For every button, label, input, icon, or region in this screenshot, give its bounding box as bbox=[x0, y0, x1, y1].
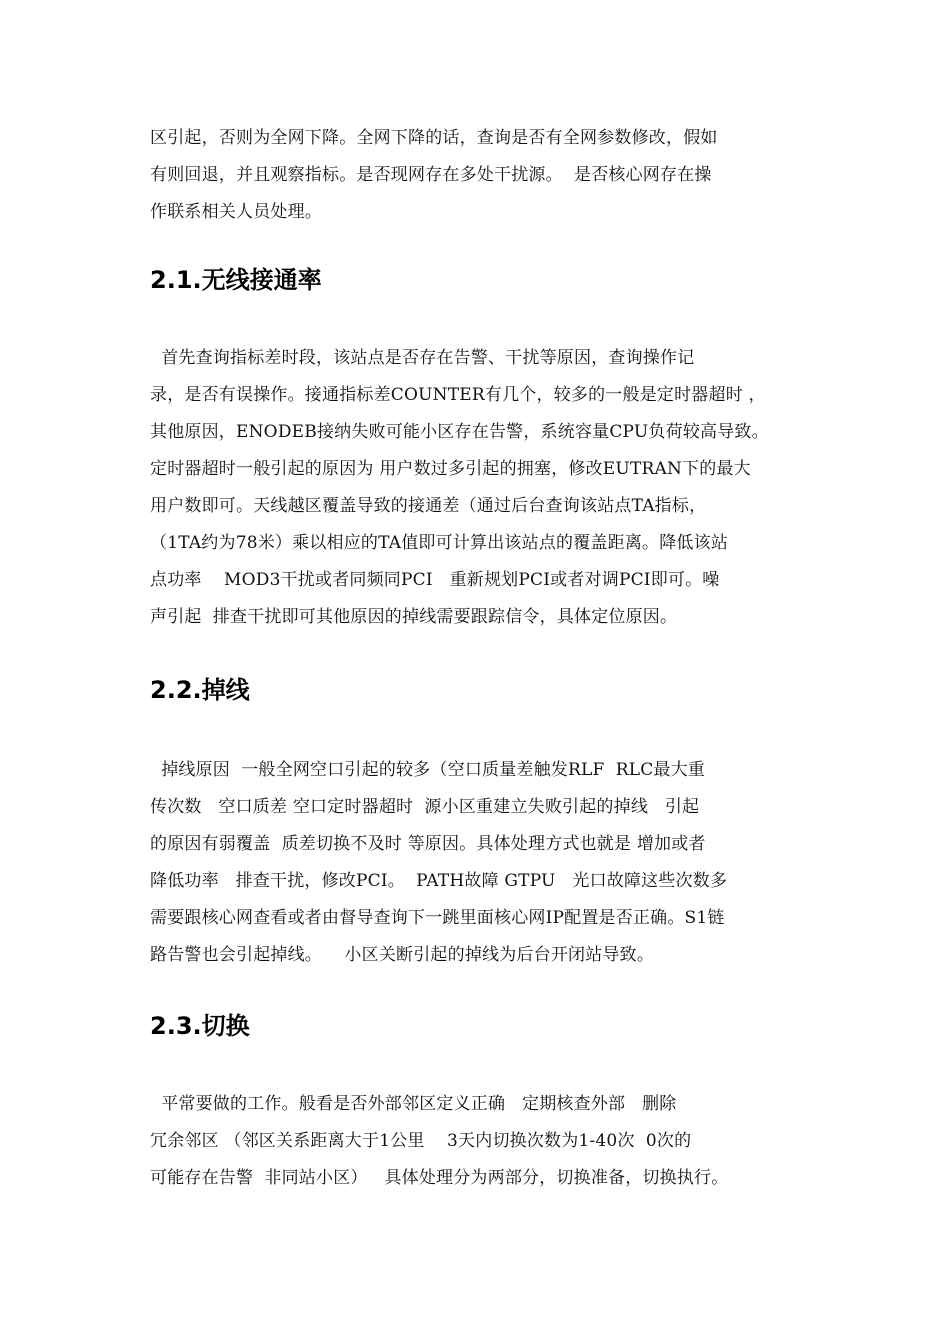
text-line: 声引起 排查干扰即可其他原因的掉线需要跟踪信令，具体定位原因。 bbox=[150, 607, 678, 627]
section-heading-handover: 2.3.切换 bbox=[150, 1012, 250, 1040]
intro-paragraph bbox=[150, 120, 810, 231]
text-line: 传次数 空口质差 空口定时器超时 源小区重建立失败引起的掉线 引起 bbox=[150, 797, 700, 817]
section-heading-call-drop: 2.2.掉线 bbox=[150, 676, 250, 704]
text-line: 的原因有弱覆盖 质差切换不及时 等原因。具体处理方式也就是 增加或者 bbox=[150, 834, 706, 854]
text-line: 掉线原因 一般全网空口引起的较多（空口质量差触发RLF RLC最大重 bbox=[150, 760, 706, 780]
text-line: 冗余邻区 （邻区关系距离大于1公里 3天内切换次数为1-40次 0次的 bbox=[150, 1131, 692, 1151]
text-line: 作联系相关人员处理。 bbox=[150, 202, 322, 222]
text-line: 路告警也会引起掉线。 小区关断引起的掉线为后台开闭站导致。 bbox=[150, 945, 655, 965]
text-line: 降低功率 排查干扰，修改PCI。 PATH故障 GTPU 光口故障这些次数多 bbox=[150, 871, 728, 891]
section-paragraph-access-rate bbox=[150, 340, 810, 636]
section-paragraph-handover bbox=[150, 1086, 810, 1197]
section-paragraph-call-drop bbox=[150, 752, 810, 974]
text-line: 用户数即可。天线越区覆盖导致的接通差（通过后台查询该站点TA指标， bbox=[150, 496, 707, 516]
text-line: 平常要做的工作。般看是否外部邻区定义正确 定期核查外部 删除 bbox=[150, 1094, 677, 1114]
text-line: 区引起，否则为全网下降。全网下降的话，查询是否有全网参数修改，假如 bbox=[150, 128, 718, 148]
text-line: 首先查询指标差时段，该站点是否存在告警、干扰等原因，查询操作记 bbox=[150, 348, 695, 368]
text-line: 有则回退，并且观察指标。是否现网存在多处干扰源。 是否核心网存在操 bbox=[150, 165, 712, 185]
text-line: 点功率 MOD3干扰或者同频同PCI 重新规划PCI或者对调PCI即可。噪 bbox=[150, 570, 720, 590]
section-heading-access-rate: 2.1.无线接通率 bbox=[150, 266, 322, 294]
text-line: 录，是否有误操作。接通指标差COUNTER有几个，较多的一般是定时器超时 ， bbox=[150, 385, 766, 405]
text-line: 需要跟核心网查看或者由督导查询下一跳里面核心网IP配置是否正确。S1链 bbox=[150, 908, 725, 928]
text-line: （1TA约为78米）乘以相应的TA值即可计算出该站点的覆盖距离。降低该站 bbox=[150, 533, 729, 553]
text-line: 可能存在告警 非同站小区） 具体处理分为两部分，切换准备，切换执行。 bbox=[150, 1168, 729, 1188]
text-line: 其他原因，ENODEB接纳失败可能小区存在告警，系统容量CPU负荷较高导致。 bbox=[150, 422, 769, 442]
text-line: 定时器超时一般引起的原因为 用户数过多引起的拥塞，修改EUTRAN下的最大 bbox=[150, 459, 751, 479]
